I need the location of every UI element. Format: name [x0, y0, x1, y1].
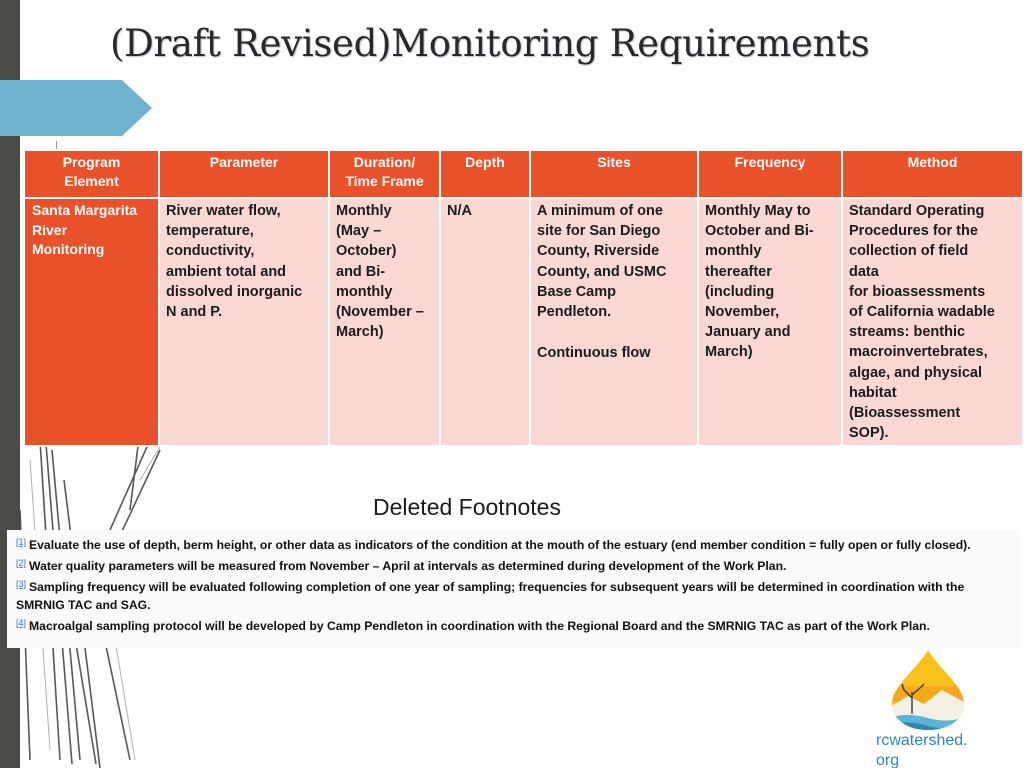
sites-flow-text: Continuous flow: [537, 345, 651, 362]
cell-sites: [530, 198, 698, 446]
footnote-text: Sampling frequency will be evaluated following completion of one year of sampling; frequencies for subsequent years will be determined in coordination with the SMRNIG TAC and SAG.: [16, 580, 965, 612]
footnote-ref-link[interactable]: [3]: [16, 579, 27, 589]
page-title: (Draft Revised)Monitoring Requirements: [110, 22, 870, 65]
cell-parameter: River water flow, temperature, conductivity, ambient total and dissolved inorganic N and P.: [159, 198, 329, 446]
water-drop-logo-icon: [888, 648, 968, 732]
footnote-text: Water quality parameters will be measured from November – April at intervals as determined during development of the Work Plan.: [29, 559, 787, 573]
footnote-ref-link[interactable]: [2]: [16, 558, 27, 568]
footnote-text: Evaluate the use of depth, berm height, or other data as indicators of the condition at the mouth of the estuary (end member condition = fully open or fully closed).: [29, 538, 971, 552]
footnote-ref-link[interactable]: [4]: [16, 618, 27, 628]
header-depth: Depth: [440, 150, 530, 198]
header-method: Method: [842, 150, 1023, 198]
header-duration: Duration/ Time Frame: [329, 150, 440, 198]
footnote-text: Macroalgal sampling protocol will be developed by Camp Pendleton in coordination with the Regional Board and the SMRNIG TAC as part of the Work Plan.: [29, 619, 930, 633]
header-program-element: Program Element: [24, 150, 159, 198]
footnotes-box: [7, 530, 1020, 648]
title-arrow-shape: [0, 80, 152, 136]
table-row: [24, 198, 1023, 446]
footnotes-heading: Deleted Footnotes: [373, 494, 561, 520]
monitoring-table: [23, 149, 1024, 447]
cell-program-element: Santa Margarita River Monitoring: [24, 198, 159, 446]
footnote-item: [16, 575, 1011, 614]
site-link[interactable]: rcwatershed. org: [876, 732, 968, 768]
footnote-item: [16, 614, 1011, 635]
header-frequency: Frequency: [698, 150, 842, 198]
footnote-item: [16, 554, 1011, 575]
cell-frequency: Monthly May to October and Bi- monthly thereafter (including November, January and March): [698, 198, 842, 446]
header-sites: Sites: [530, 150, 698, 198]
cell-depth: N/A: [440, 198, 530, 446]
footnote-item: [16, 533, 1011, 554]
sites-main-text: A minimum of one site for San Diego County, Riverside County, and USMC Base Camp Pendleton.: [537, 203, 667, 321]
cell-method: Standard Operating Procedures for the collection of field data for bioassessments of California wadable streams: benthic macroinvertebrates, algae, and physical habitat (Bioassessment SOP).: [842, 198, 1023, 446]
header-parameter: Parameter: [159, 150, 329, 198]
table-header-row: [24, 150, 1023, 198]
footnote-ref-link[interactable]: [1]: [16, 537, 27, 547]
cell-duration: Monthly (May – October) and Bi- monthly (November – March): [329, 198, 440, 446]
